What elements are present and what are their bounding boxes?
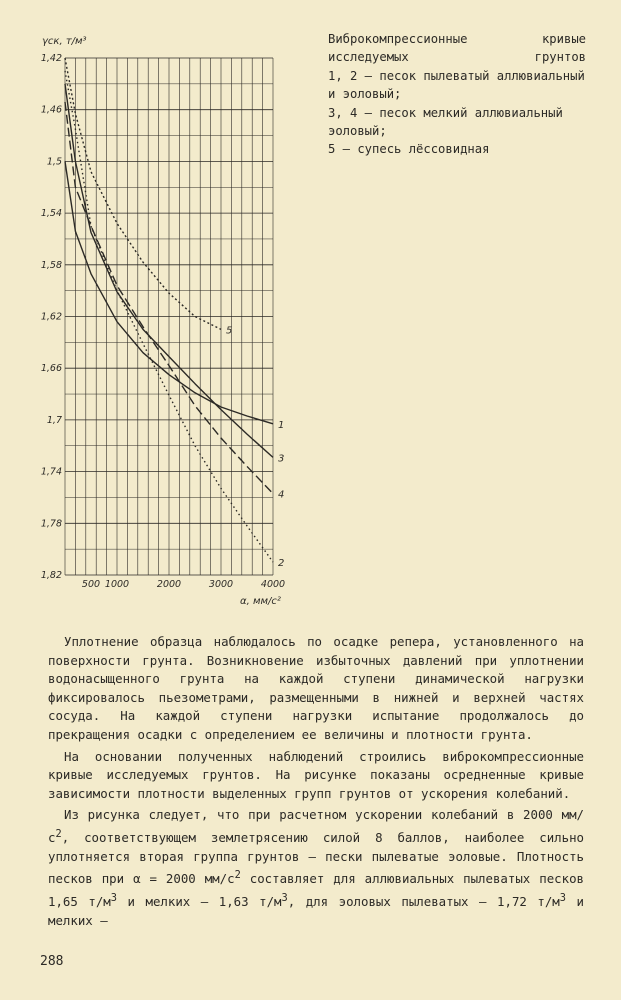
x-tick-label: 1000	[104, 579, 130, 590]
y-tick-label: 1,58	[40, 259, 62, 271]
y-tick-label: 1,62	[40, 311, 62, 323]
caption-legend-5: 5 – супесь лёссовидная	[328, 142, 490, 157]
series-label-4: 4	[278, 489, 285, 501]
x-tick-label: 3000	[208, 579, 234, 590]
y-tick-label: 1,42	[40, 53, 62, 64]
x-tick-label: 2000	[156, 579, 182, 590]
y-tick-label: 1,66	[40, 363, 62, 375]
paragraph-2: На основании полученных наблюдений строились виброкомпрессионные кривые исследуемых грунтов. На рисунке показаны осредненные кривые зависимости плотности выделенных групп грунтов от ускорения колебаний.	[48, 748, 584, 801]
x-tick-label: 4000	[260, 579, 286, 590]
y-tick-label: 1,54	[40, 208, 62, 220]
y-tick-label: 1,74	[40, 466, 62, 478]
y-axis-label: γск, т/м³	[42, 36, 87, 47]
page-number: 288	[40, 954, 64, 969]
caption-legend-1-2: 1, 2 – песок пылеватый аллювиальный и эоловый;	[328, 68, 585, 102]
series-label-2: 2	[278, 558, 285, 570]
body-text	[48, 633, 584, 933]
caption-legend-3-4: 3, 4 – песок мелкий аллювиальный эоловый;	[328, 105, 563, 139]
y-tick-label: 1,46	[40, 104, 62, 116]
x-tick-labels	[82, 579, 285, 590]
series-label-1: 1	[278, 419, 285, 431]
paragraph-1: Уплотнение образца наблюдалось по осадке репера, установленного на поверхности грунта. Возникновение избыточных давлений при уплотнении водонасыщенного грунта на каждой ступени динамической нагрузки фиксировалось пьезометрами, размещенными в нижней и верхней частях сосуда. На каждой ступени нагрузки испытание продолжалось до прекращения осадки с определением ее величины и плотности грунта.	[48, 634, 584, 742]
y-tick-label: 1,78	[40, 518, 62, 530]
chart-grid	[65, 58, 273, 575]
series-line-5	[65, 58, 221, 329]
y-tick-label: 1,5	[46, 156, 62, 168]
x-axis-label: α, мм/с²	[240, 596, 281, 607]
figure-caption	[328, 30, 586, 159]
y-tick-labels	[41, 53, 62, 581]
series-label-3: 3	[278, 453, 285, 465]
chart-series	[65, 58, 284, 569]
x-tick-label: 500	[81, 579, 101, 590]
paragraph-3: Из рисунка следует, что при расчетном ускорении колебаний в 2000 $мм/с^2$, соответствующем землетрясению силой 8 баллов, наиболее сильно уплотняется вторая группа грунтов – пески пылеватые эоловые. Плотность песков при α = 2000 $мм/с^2$ составляет для аллювиальных пылеватых песков 1,65 $т/м^3$ и мелких – 1,63 $т/м^3$, для эоловых пылеватых – 1,72 $т/м^3$ и мелких –	[48, 807, 584, 928]
y-tick-label: 1,82	[40, 570, 62, 581]
caption-title: Виброкомпрессионные кривые исследуемых грунтов	[328, 32, 586, 65]
vibrocompression-chart	[30, 28, 310, 608]
y-tick-label: 1,7	[46, 414, 62, 426]
series-label-5: 5	[226, 325, 233, 337]
